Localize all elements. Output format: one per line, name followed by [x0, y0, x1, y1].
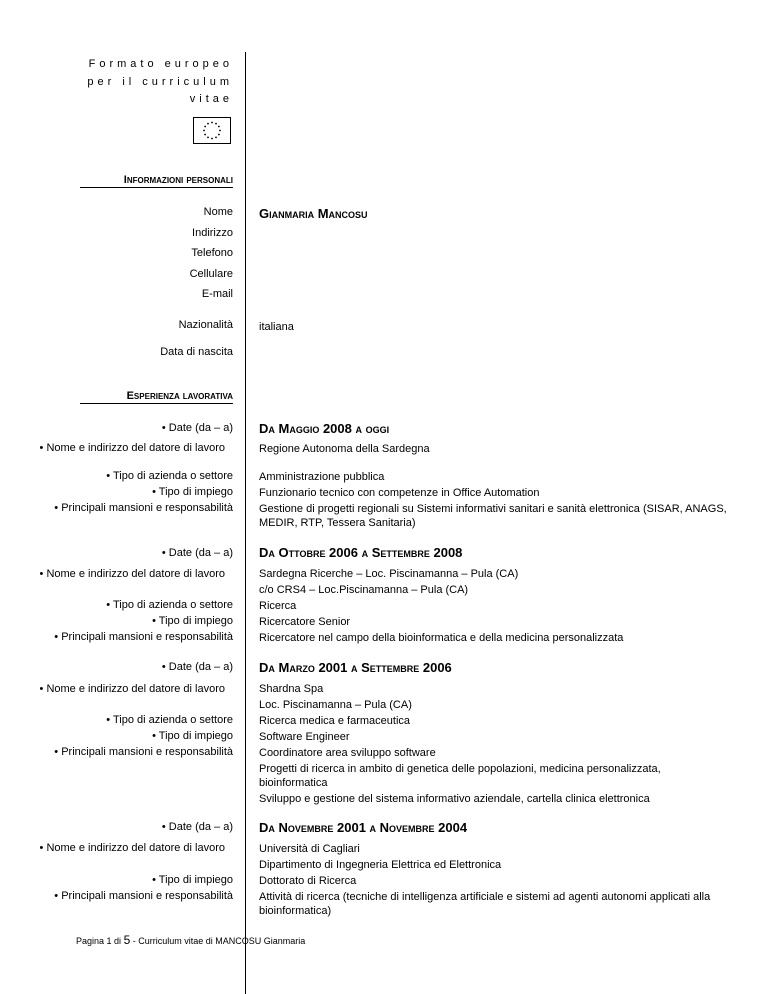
- entry-date: Da Ottobre 2006 a Settembre 2008: [259, 545, 463, 560]
- entry-line: Funzionario tecnico con competenze in Office Automation: [259, 487, 540, 499]
- label-date: • Date (da – a): [161, 422, 233, 434]
- label-job-type: • Tipo di impiego: [152, 486, 233, 498]
- label-date: • Date (da – a): [161, 661, 233, 673]
- section-title-experience: Esperienza lavorativa: [126, 390, 233, 402]
- label-duties: • Principali mansioni e responsabilità: [54, 631, 233, 643]
- field-label-email: E-mail: [201, 288, 233, 300]
- field-label-data-nascita: Data di nascita: [160, 346, 233, 358]
- entry-line: Università di Cagliari: [259, 843, 360, 855]
- label-employer: • Nome e indirizzo del datore di lavoro: [39, 842, 225, 854]
- entry-line: Gestione di progetti regionali su Sistemi informativi sanitari e sanità elettronica (SISAR, ANAGS, MEDIR, RTP, Tessera Sanitaria): [259, 503, 727, 529]
- section-title-personal: Informazioni personali: [123, 174, 233, 186]
- eu-flag-logo: [193, 117, 231, 144]
- entry-date: Da Novembre 2001 a Novembre 2004: [259, 820, 468, 835]
- entry-line: Loc. Piscinamanna – Pula (CA): [259, 699, 412, 711]
- label-date: • Date (da – a): [161, 547, 233, 559]
- label-employer: • Nome e indirizzo del datore di lavoro: [39, 683, 225, 695]
- field-label-indirizzo: Indirizzo: [192, 227, 233, 239]
- entry-line: Ricerca: [259, 600, 297, 612]
- entry-line: c/o CRS4 – Loc.Piscinamanna – Pula (CA): [259, 584, 469, 596]
- label-date: • Date (da – a): [161, 821, 233, 833]
- field-value-nome: Gianmaria Mancosu: [259, 206, 368, 221]
- label-sector: • Tipo di azienda o settore: [106, 470, 233, 482]
- label-duties: • Principali mansioni e responsabilità: [54, 746, 233, 758]
- footer-page-label: Pagina 1 di: [76, 936, 122, 946]
- field-label-nome: Nome: [203, 206, 233, 218]
- entry-line: Dipartimento di Ingegneria Elettrica ed Elettronica: [259, 859, 502, 871]
- page-footer: [76, 933, 305, 947]
- entry-line: Dottorato di Ricerca: [259, 875, 357, 887]
- column-divider: [245, 52, 246, 994]
- header-title-line3: vitae: [189, 93, 233, 105]
- section-rule-personal: [80, 187, 233, 188]
- label-sector: • Tipo di azienda o settore: [106, 714, 233, 726]
- entry-date: Da Marzo 2001 a Settembre 2006: [259, 660, 452, 675]
- entry-line: Sviluppo e gestione del sistema informativo aziendale, cartella clinica elettronica: [259, 793, 650, 805]
- label-job-type: • Tipo di impiego: [152, 615, 233, 627]
- entry-line: Coordinatore area sviluppo software: [259, 747, 436, 759]
- label-duties: • Principali mansioni e responsabilità: [54, 890, 233, 902]
- label-job-type: • Tipo di impiego: [152, 874, 233, 886]
- label-sector: • Tipo di azienda o settore: [106, 599, 233, 611]
- header-title-line2: per il curriculum: [87, 76, 233, 88]
- entry-line: Amministrazione pubblica: [259, 471, 385, 483]
- entry-line: Regione Autonoma della Sardegna: [259, 443, 430, 455]
- entry-line: Attività di ricerca (tecniche di intelligenza artificiale e sistemi ad agenti autonomi applicati alla bioinformatica): [259, 891, 711, 917]
- label-duties: • Principali mansioni e responsabilità: [54, 502, 233, 514]
- entry-line: Ricerca medica e farmaceutica: [259, 715, 411, 727]
- header-title-line1: Formato europeo: [88, 58, 233, 70]
- field-label-telefono: Telefono: [191, 247, 233, 259]
- entry-line: Ricercatore Senior: [259, 616, 351, 628]
- label-employer: • Nome e indirizzo del datore di lavoro: [39, 442, 225, 454]
- footer-page-total: 5: [123, 933, 131, 947]
- eu-stars-icon: [194, 118, 230, 143]
- entry-line: Shardna Spa: [259, 683, 324, 695]
- label-employer: • Nome e indirizzo del datore di lavoro: [39, 568, 225, 580]
- entry-line: Software Engineer: [259, 731, 350, 743]
- entry-line: Progetti di ricerca in ambito di genetica delle popolazioni, medicina personalizzata, bioinformatica: [259, 763, 661, 789]
- entry-date: Da Maggio 2008 a oggi: [259, 421, 390, 436]
- section-rule-experience: [80, 403, 233, 404]
- field-value-nazionalita: italiana: [259, 321, 294, 333]
- field-label-nazionalita: Nazionalità: [178, 319, 233, 331]
- label-job-type: • Tipo di impiego: [152, 730, 233, 742]
- footer-text: - Curriculum vitae di MANCOSU Gianmaria: [132, 936, 306, 946]
- entry-line: Sardegna Ricerche – Loc. Piscinamanna – Pula (CA): [259, 568, 519, 580]
- entry-line: Ricercatore nel campo della bioinformatica e della medicina personalizzata: [259, 632, 624, 644]
- field-label-cellulare: Cellulare: [189, 268, 233, 280]
